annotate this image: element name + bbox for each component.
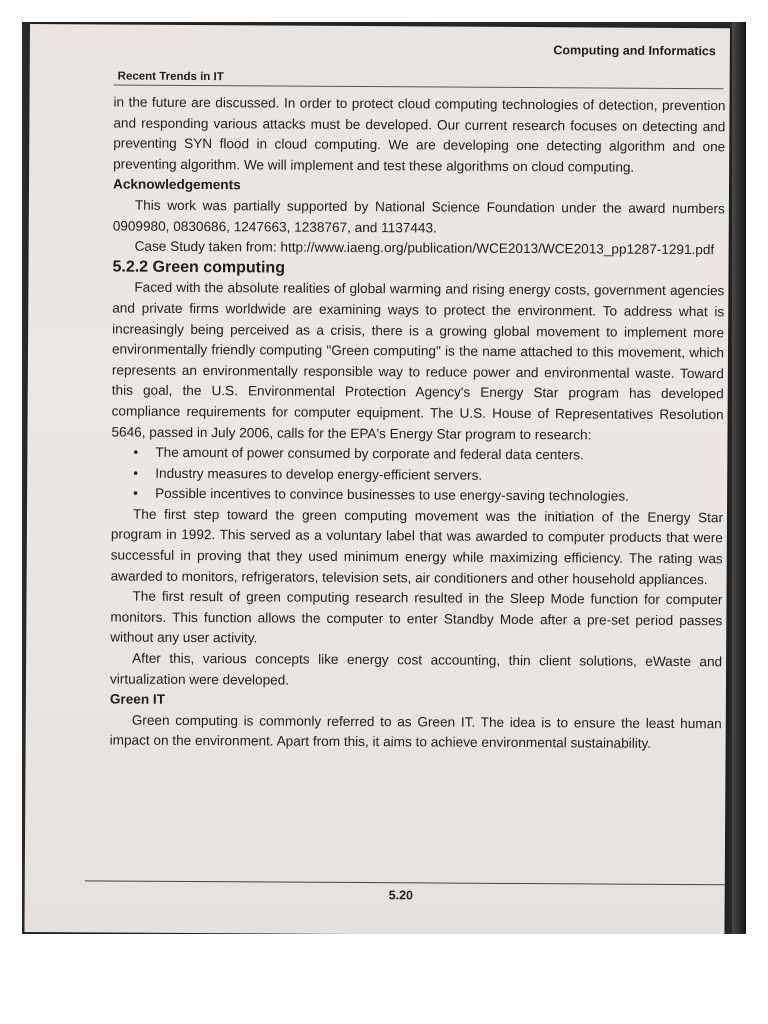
photo-frame (22, 22, 746, 934)
running-header-right: Computing and Informatics (553, 43, 716, 59)
page-body (110, 93, 726, 756)
section-title: 5.2.2 Green computing (112, 258, 286, 277)
bullet-icon: • (133, 465, 139, 481)
bullet-text: Industry measures to develop energy-efficient servers. (155, 465, 483, 483)
acknowledgements-text: This work was partially supported by National Science Foundation under the award numbers 0909980, 0830686, 1247663, 1238767, and 1137443. (112, 197, 725, 236)
acknowledgements-heading: Acknowledgements (112, 176, 241, 193)
section-paragraph-2: The first step toward the green computing movement was the initiation of the Energy Star program in 1992. This served as a voluntary label that was awarded to computer products that were successful in proving that they used minimum energy while maximizing efficiency. The rating was awarded to monitors, refrigerators, television sets, air conditioners and other household appliances. (110, 506, 724, 587)
case-study-reference: Case Study taken from: http://www.iaeng.org/publication/WCE2013/WCE2013_pp1287-1291.pdf (134, 238, 715, 258)
book-spine (732, 22, 746, 934)
running-header-left: Recent Trends in IT (117, 70, 224, 84)
footer-rule (85, 880, 725, 885)
header-rule (114, 85, 724, 90)
research-bullet-list (111, 443, 723, 509)
section-paragraph-4: After this, various concepts like energy cost accounting, thin client solutions, eWaste and virtualization were developed. (109, 650, 723, 688)
book-page (24, 24, 730, 934)
bullet-text: The amount of power consumed by corporate and federal data centers. (155, 444, 584, 463)
green-it-text: Green computing is commonly referred to as Green IT. The idea is to ensure the least human impact on the environment. Apart from this, it aims to achieve environmental sustainability. (109, 712, 722, 752)
page-number: 5.20 (388, 888, 414, 903)
intro-paragraph: in the future are discussed. In order to protect cloud computing technologies of detection, prevention and responding various attacks must be developed. Our current research focuses on detecting and preventing SYN flood in cloud computing. We are developing one detecting algorithm and one preventing algorithm. We will implement and test these algorithms on cloud computing. (113, 94, 726, 175)
bullet-icon: • (133, 444, 139, 460)
section-paragraph-3: The first result of green computing research resulted in the Sleep Mode function for computer monitors. This function allows the computer to enter Standby Mode after a pre-set period passes without any user activity. (110, 588, 723, 646)
list-item (131, 484, 723, 508)
bullet-icon: • (133, 485, 138, 501)
bullet-text: Possible incentives to convince businesses to use energy-saving technologies. (155, 486, 629, 504)
green-it-heading: Green IT (109, 691, 166, 708)
section-paragraph-1: Faced with the absolute realities of global warming and rising energy costs, government agencies and private firms worldwide are examining ways to protect the environment. To address what is increasingly being perceived as a crisis, there is a growing global movement to implement more environmentally friendly computing "Green computing" is the name attached to this movement, which represents an environmentally responsible way to reduce power and environmental waste. Toward this goal, the U.S. Environmental Protection Agency's Energy Star program has developed compliance requirements for computer equipment. The U.S. House of Representatives Resolution 5646, passed in July 2006, calls for the EPA's Energy Star program to research: (111, 279, 725, 442)
